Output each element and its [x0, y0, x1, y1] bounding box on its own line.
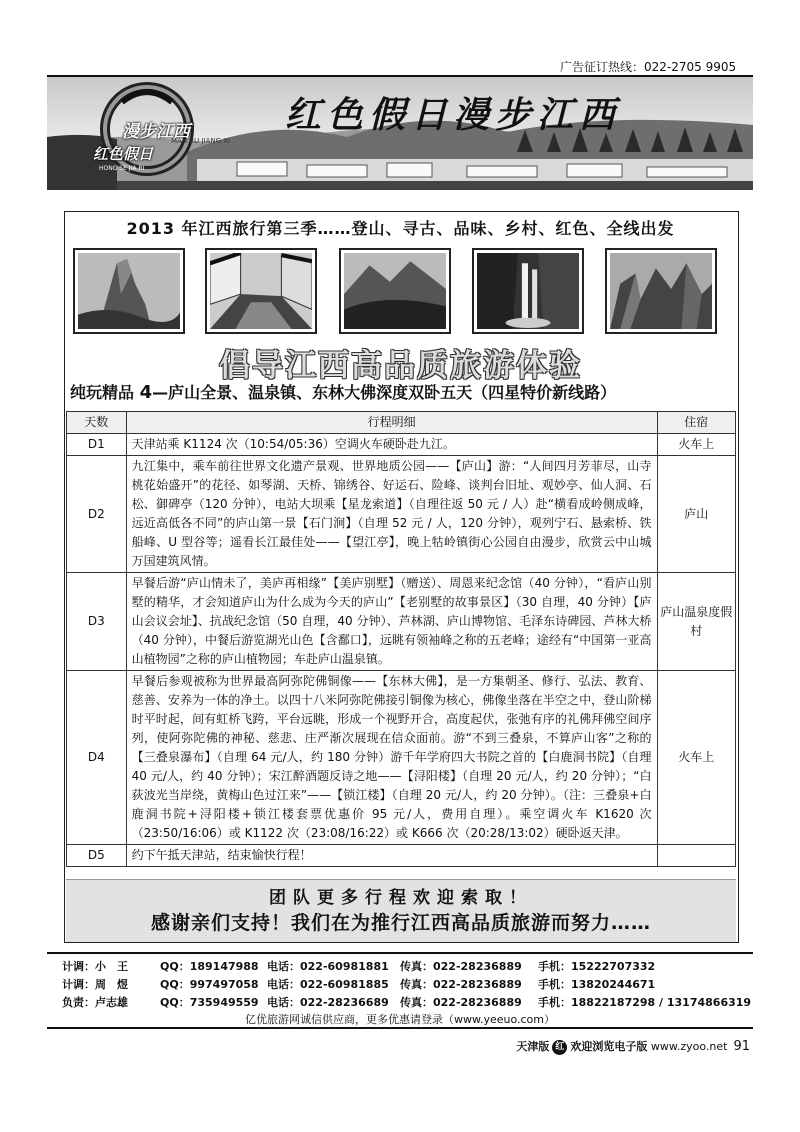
contact-mobile: 手机：15222707332 — [538, 960, 656, 973]
site-link[interactable]: www.zyoo.net — [650, 1040, 728, 1053]
browse-label: 欢迎浏览电子版 — [570, 1040, 648, 1053]
team-invite: 团队更多行程欢迎索取！ — [269, 888, 533, 908]
header-banner — [47, 77, 753, 190]
ad-hotline: 广告征订热线：022-2705 9905 — [560, 60, 737, 74]
edition-label: 天津版 — [516, 1040, 550, 1053]
day-cell: D3 — [67, 573, 127, 671]
contacts-rule — [47, 952, 753, 954]
stay-cell — [657, 845, 735, 867]
green-mountains-icon — [344, 253, 446, 329]
stay-cell: 庐山 — [657, 456, 735, 573]
waterfall-icon — [477, 253, 579, 329]
mountain-peak-icon — [78, 253, 180, 329]
day-cell: D1 — [67, 434, 127, 456]
header-day: 天数 — [67, 412, 127, 434]
route-title — [70, 380, 616, 403]
contact-mobile: 手机：18822187298 / 13174866319 — [538, 996, 752, 1009]
supplier-note: 亿优旅游网诚信供应商，更多优惠请登录（www.yeeuo.com） — [244, 1013, 556, 1026]
table-row — [67, 573, 736, 671]
slogan: 倡导江西高品质旅游体验 — [219, 348, 582, 384]
logo-pinyin-2: HONG SE JIA RI — [99, 165, 145, 172]
page-footer — [516, 1038, 750, 1055]
detail-cell: 九江集中，乘车前往世界文化遗产景观、世界地质公园——【庐山】游：“人间四月芳菲尽，山寺桃花始盛开”的花径、如琴湖、天桥、锦绣谷、好运石、险峰、谈判台旧址、观妙亭、仙人洞、石松、御碑亭（120 分钟），电站大坝乘【星龙索道】（自理往返 50 元 / 人）赴“横看成岭侧成峰，远近高低各不同”的庐山第一景【石门涧】（自理 52 元 / 人，120 分钟），观列宁石、悬索桥、铁船峰、U 型谷等；遥看长江最佳处——【望江亭】，晚上牯岭镇街心公园自由漫步，欣赏云中山城万国建筑风情。 — [126, 456, 657, 573]
header-detail: 行程明细 — [126, 412, 657, 434]
footer-rule — [47, 1027, 753, 1029]
contact-qq: QQ：997497058 — [160, 978, 259, 991]
day-cell: D4 — [67, 671, 127, 845]
contact-qq: QQ：735949559 — [160, 996, 259, 1009]
route-name: —庐山全景、温泉镇、东林大佛深度双卧五天（四星特价新线路） — [152, 383, 617, 402]
contact-phone: 电话：022-60981885 — [267, 978, 389, 991]
stay-cell: 火车上 — [657, 434, 735, 456]
header-stay: 住宿 — [657, 412, 735, 434]
detail-cell: 早餐后参观被称为世界最高阿弥陀佛铜像——【东林大佛】，是一方集朝圣、修行、弘法、教育、慈善、安养为一体的净土。以四十八米阿弥陀佛接引铜像为核心，佛像坐落在半空之中，登山阶梯时平时起，间有虹桥飞跨，平台远眺，形成一个视野开合，高度起伏，张弛有序的礼佛拜佛空间序列，使阿弥陀佛的神秘、慈悲、庄严渐次展现在信众面前。游“不到三叠泉，不算庐山客”之称的【三叠泉瀑布】（自理 64 元/人，约 180 分钟）游千年学府四大书院之首的【白鹿洞书院】（自理 40 元/人，约 40 分钟）；宋江醉酒题反诗之地——【浔阳楼】（自理 20 元/人，约 20 分钟）；“白荻波光当岸绕，黄梅山色过江来”——【锁江楼】（自理 20 元/人，约 20 分钟）。（注：三叠泉+白鹿洞书院+浔阳楼+锁江楼套票优惠价 95 元/人，费用自理）。乘空调火车 K1620 次（23:50/16:06）或 K1122 次（23:08/16:22）或 K666 次（20:28/13:02）硬卧返天津。 — [126, 671, 657, 845]
table-header-row — [67, 412, 736, 434]
contact-role: 计调：周 煜 — [62, 978, 128, 991]
detail-cell: 天津站乘 K1124 次（10:54/05:36）空调火车硬卧赴九江。 — [126, 434, 657, 456]
season-title: 2013 年江西旅行第三季……登山、寻古、品味、乡村、红色、全线出发 — [126, 219, 675, 238]
logo-text-hongse: 红色假日 — [93, 145, 154, 163]
photo-mountain-peak — [73, 248, 185, 334]
logo-pinyin: MAN BU JIANG XI — [171, 137, 231, 145]
logo-text-manbu: 漫步江西 — [122, 122, 190, 142]
page-number: 91 — [733, 1039, 750, 1054]
contact-role: 负责：卢志雄 — [62, 996, 128, 1009]
banner-title: 红色假日漫步江西 — [285, 94, 622, 136]
contact-phone: 电话：022-28236689 — [267, 996, 389, 1009]
photo-green-mountains — [339, 248, 451, 334]
photo-cliff-rocks — [605, 248, 717, 334]
table-row — [67, 671, 736, 845]
table-row — [67, 845, 736, 867]
photo-waterfall — [472, 248, 584, 334]
contact-fax: 传真：022-28236889 — [400, 996, 522, 1009]
day-cell: D2 — [67, 456, 127, 573]
contact-role: 计调：小 王 — [62, 960, 128, 973]
contact-qq: QQ：189147988 — [160, 960, 259, 973]
stay-cell: 庐山温泉度假村 — [657, 573, 735, 671]
contact-fax: 传真：022-28236889 — [400, 960, 522, 973]
route-number: 4 — [139, 382, 153, 403]
ancient-village-icon — [210, 253, 312, 329]
contact-phone: 电话：022-60981881 — [267, 960, 389, 973]
table-row — [67, 434, 736, 456]
stay-cell: 火车上 — [657, 671, 735, 845]
route-prefix: 纯玩精品 — [70, 383, 135, 402]
contact-fax: 传真：022-28236889 — [400, 978, 522, 991]
contact-mobile: 手机：13820244671 — [538, 978, 656, 991]
detail-cell: 约下午抵天津站，结束愉快行程！ — [126, 845, 657, 867]
cliff-rocks-icon — [610, 253, 712, 329]
publisher-logo-icon: 红 — [552, 1040, 567, 1055]
day-cell: D5 — [67, 845, 127, 867]
table-row — [67, 456, 736, 573]
itinerary-table — [66, 411, 736, 867]
detail-cell: 早餐后游“庐山情未了，美庐再相缘”【美庐别墅】（赠送）、周恩来纪念馆（40 分钟），“看庐山别墅的精华，才会知道庐山为什么成为今天的庐山”【老别墅的故事景区】（30 自理，40 分钟）【庐山会议会址】、抗战纪念馆（50 自理，40 分钟）、芦林湖、庐山博物馆、毛泽东诗碑园、芦林大桥（40 分钟），中餐后游览湖光山色【含鄱口】，远眺有领袖峰之称的五老峰；途经有“中国第一亚高山植物园”之称的庐山植物园；车赴庐山温泉镇。 — [126, 573, 657, 671]
photo-ancient-village — [205, 248, 317, 334]
thanks-line: 感谢亲们支持！我们在为推行江西高品质旅游而努力…… — [150, 912, 651, 934]
